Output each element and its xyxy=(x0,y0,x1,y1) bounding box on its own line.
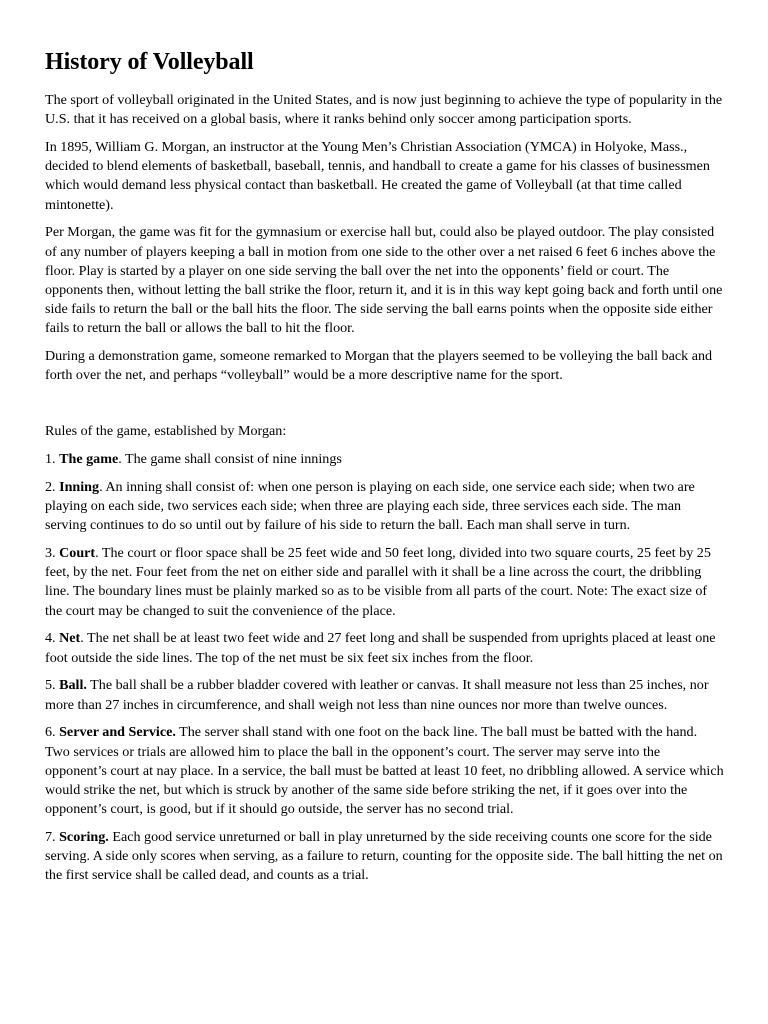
section-spacer xyxy=(45,394,725,422)
page-title: History of Volleyball xyxy=(45,49,254,75)
rule-text: The server shall stand with one foot on the back line. The ball must be batted with the hand. Two services or trials are allowed him to place the ball in the opponent’s court. The server may serve into the opponent’s court at nay place. In a service, the ball must be batted at least 10 feet, no dribbling allowed. A service which would strike the net, but which is struck by another of the same side before striking the net, if it goes over into the opponent’s court, is good, but if it should go outside, the server has no second trial. xyxy=(45,724,724,818)
rule-number: 5. xyxy=(45,677,60,694)
rules-intro: Rules of the game, established by Morgan: xyxy=(45,423,287,440)
rule-text: The ball shall be a rubber bladder covered with leather or canvas. It shall measure not less than 25 inches, nor more than 27 inches in circumference, and shall weigh not less than nine ounces nor more than twelve ounces. xyxy=(45,677,709,713)
history-paragraph: During a demonstration game, someone remarked to Morgan that the players seemed to be volleying the ball back and forth over the net, and perhaps “volleyball” would be a more descriptive name for the sport. xyxy=(45,348,713,384)
history-paragraph: The sport of volleyball originated in the United States, and is now just beginning to achieve the type of popularity in the U.S. that it has received on a global basis, where it ranks behind only soccer among participation sports. xyxy=(45,92,723,128)
rule-term: Court xyxy=(59,545,96,562)
rule-term: Inning xyxy=(59,478,100,495)
rule-text: . An inning shall consist of: when one person is playing on each side, one service each side; when two are playing on each side, two services each side; when three are playing each side, three services each side. The man serving continues to do so until out by failure of his side to return the ball. Each man shall serve in turn. xyxy=(45,478,695,534)
rule-item xyxy=(45,629,725,667)
rule-text: Each good service unreturned or ball in play unreturned by the side receiving counts one score for the side serving. A side only scores when serving, as a failure to return, counting for the opposite side. The ball hitting the net on the first service shall be called dead, and counts as a trial. xyxy=(45,829,723,884)
rule-term: Server and Service. xyxy=(59,724,176,741)
rule-number: 2. xyxy=(45,478,60,495)
rule-item xyxy=(45,723,725,819)
rule-item xyxy=(45,478,725,536)
rule-term: Ball. xyxy=(59,677,87,694)
rule-term: The game xyxy=(59,451,119,468)
document-page xyxy=(45,47,725,894)
rule-number: 1. xyxy=(45,451,60,468)
rule-number: 3. xyxy=(45,545,60,562)
rule-term: Scoring. xyxy=(59,829,109,846)
rule-item xyxy=(45,544,725,621)
history-paragraph: In 1895, William G. Morgan, an instructor at the Young Men’s Christian Association (YMCA) in Holyoke, Mass., decided to blend elements of basketball, baseball, tennis, and handball to create a game for his classes of businessmen which would demand less physical contact than basketball. He created the game of Volleyball (at that time called mintonette). xyxy=(45,139,710,213)
rule-item xyxy=(45,676,725,714)
rule-item xyxy=(45,828,725,886)
rule-item xyxy=(45,450,725,469)
history-paragraph: Per Morgan, the game was fit for the gymnasium or exercise hall but, could also be played outdoor. The play consisted of any number of players keeping a ball in motion from one side to the other over a net raised 6 feet 6 inches above the floor. Play is started by a player on one side serving the ball over the net into the opponents’ field or court. The opponents then, without letting the ball strike the floor, return it, and it is in this way kept going back and forth until one side fails to return the ball or the ball hits the floor. The side serving the ball earns points when the opposite side either fails to return the ball or allows the ball to hit the floor. xyxy=(45,224,723,337)
rule-text: . The court or floor space shall be 25 feet wide and 50 feet long, divided into two square courts, 25 feet by 25 feet, by the net. Four feet from the net on either side and parallel with it shall be a line across the court, the dribbling line. The boundary lines must be plainly marked so as to be visible from all parts of the court. Note: The exact size of the court may be changed to suit the convenience of the place. xyxy=(45,545,711,619)
rule-term: Net xyxy=(59,630,81,647)
rule-number: 4. xyxy=(45,630,60,647)
rule-text: . The net shall be at least two feet wide and 27 feet long and shall be suspended from uprights placed at least one foot outside the side lines. The top of the net must be six feet six inches from the floor. xyxy=(45,630,716,666)
rule-number: 6. xyxy=(45,724,60,741)
rule-text: . The game shall consist of nine innings xyxy=(118,451,342,468)
rule-number: 7. xyxy=(45,829,60,846)
